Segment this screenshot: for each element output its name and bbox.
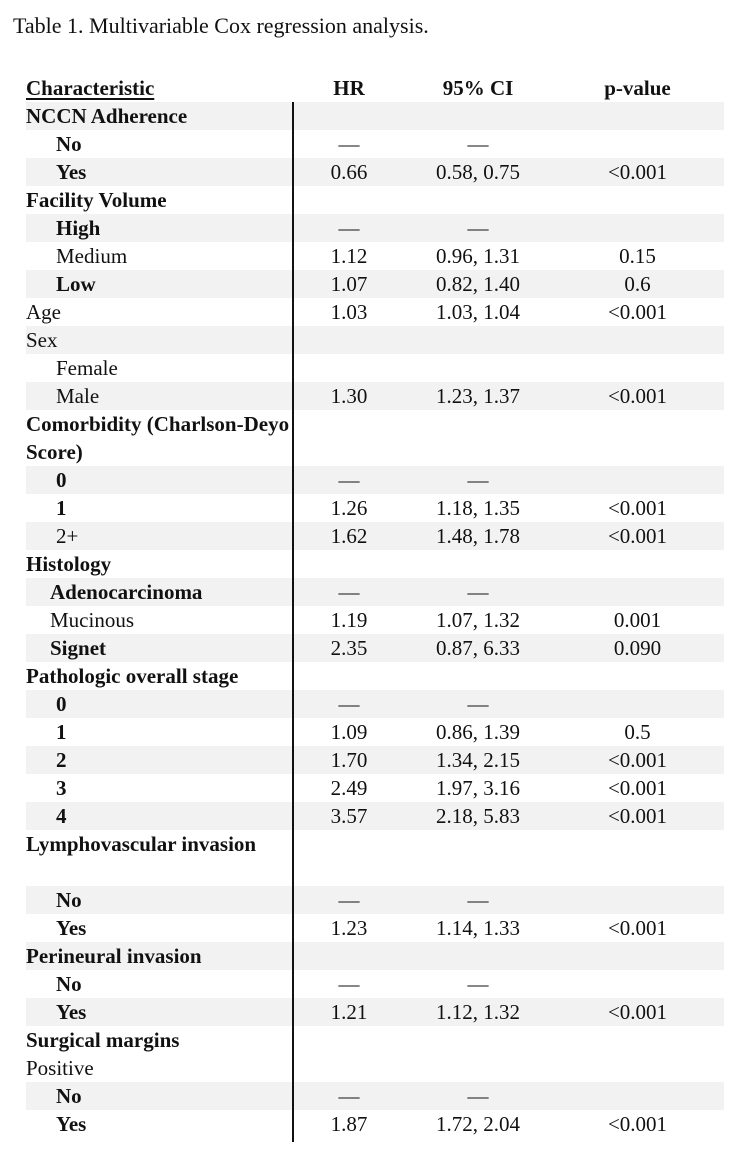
row-label: Sex bbox=[26, 328, 58, 352]
row-ci: 1.12, 1.32 bbox=[436, 1000, 520, 1024]
row-hr: — bbox=[338, 468, 360, 492]
table-row bbox=[26, 634, 724, 662]
table-row bbox=[26, 494, 724, 522]
row-ci: 1.23, 1.37 bbox=[436, 384, 520, 408]
table-header-row bbox=[26, 74, 724, 102]
table-row bbox=[26, 998, 724, 1026]
table-row bbox=[26, 690, 724, 718]
row-hr: 1.62 bbox=[330, 524, 368, 548]
row-label: Adenocarcinoma bbox=[50, 580, 203, 604]
row-ci: 0.96, 1.31 bbox=[436, 244, 520, 268]
row-ci: — bbox=[467, 972, 489, 996]
row-p: <0.001 bbox=[607, 916, 668, 940]
table-row bbox=[26, 718, 724, 746]
row-label: Medium bbox=[56, 244, 128, 268]
row-label: Male bbox=[56, 384, 100, 408]
table-row bbox=[26, 550, 724, 578]
table-row bbox=[26, 522, 724, 550]
row-label: 0 bbox=[56, 692, 67, 716]
table-row bbox=[26, 942, 724, 970]
row-p: 0.001 bbox=[613, 608, 662, 632]
table-row bbox=[26, 298, 724, 326]
column-divider bbox=[292, 102, 294, 1142]
row-label: No bbox=[56, 132, 82, 156]
row-label: Low bbox=[56, 272, 96, 296]
row-ci: 1.48, 1.78 bbox=[436, 524, 520, 548]
row-label: Lymphovascular invasion bbox=[26, 832, 257, 856]
row-ci: — bbox=[467, 580, 489, 604]
table-row bbox=[26, 214, 724, 242]
row-label: No bbox=[56, 888, 82, 912]
row-hr: 1.21 bbox=[330, 1000, 368, 1024]
row-hr: 1.70 bbox=[330, 748, 368, 772]
row-hr: 0.66 bbox=[330, 160, 368, 184]
row-p: <0.001 bbox=[607, 160, 668, 184]
row-hr: 1.12 bbox=[330, 244, 368, 268]
row-hr: 2.49 bbox=[330, 776, 368, 800]
table-row bbox=[26, 410, 724, 466]
row-p: <0.001 bbox=[607, 1000, 668, 1024]
row-ci: 0.86, 1.39 bbox=[436, 720, 520, 744]
row-hr: — bbox=[338, 216, 360, 240]
row-ci: 1.18, 1.35 bbox=[436, 496, 520, 520]
table-row bbox=[26, 1054, 724, 1082]
table-row bbox=[26, 158, 724, 186]
table-row bbox=[26, 830, 724, 886]
table-row bbox=[26, 1082, 724, 1110]
row-label: Mucinous bbox=[50, 608, 134, 632]
row-p: <0.001 bbox=[607, 384, 668, 408]
table-row bbox=[26, 802, 724, 830]
table-row bbox=[26, 886, 724, 914]
row-label: No bbox=[56, 1084, 82, 1108]
header-p-value: p-value bbox=[604, 76, 671, 100]
row-ci: — bbox=[467, 692, 489, 716]
row-label: Yes bbox=[56, 1112, 87, 1136]
row-ci: — bbox=[467, 216, 489, 240]
row-hr: 2.35 bbox=[330, 636, 368, 660]
row-hr: 1.09 bbox=[330, 720, 368, 744]
row-label: 0 bbox=[56, 468, 67, 492]
row-hr: — bbox=[338, 132, 360, 156]
row-hr: 1.03 bbox=[330, 300, 368, 324]
row-hr: 1.26 bbox=[330, 496, 368, 520]
row-label: Female bbox=[56, 356, 118, 380]
row-hr: 1.07 bbox=[330, 272, 368, 296]
row-label: Perineural invasion bbox=[26, 944, 202, 968]
row-p: <0.001 bbox=[607, 300, 668, 324]
row-p: <0.001 bbox=[607, 1112, 668, 1136]
row-hr: 1.19 bbox=[330, 608, 368, 632]
row-p: <0.001 bbox=[607, 804, 668, 828]
row-ci: 1.72, 2.04 bbox=[436, 1112, 520, 1136]
row-p: 0.090 bbox=[613, 636, 662, 660]
table-row bbox=[26, 1110, 724, 1138]
row-ci: 1.34, 2.15 bbox=[436, 748, 520, 772]
row-ci: 1.03, 1.04 bbox=[436, 300, 520, 324]
row-label: Yes bbox=[56, 1000, 87, 1024]
row-label: High bbox=[56, 216, 101, 240]
row-p: <0.001 bbox=[607, 496, 668, 520]
row-ci: 1.97, 3.16 bbox=[436, 776, 520, 800]
table-row bbox=[26, 578, 724, 606]
row-p: <0.001 bbox=[607, 776, 668, 800]
row-hr: — bbox=[338, 580, 360, 604]
table-row bbox=[26, 186, 724, 214]
row-ci: — bbox=[467, 1084, 489, 1108]
table-row bbox=[26, 606, 724, 634]
row-label: 2 bbox=[56, 748, 67, 772]
table-row bbox=[26, 774, 724, 802]
row-hr: 1.30 bbox=[330, 384, 368, 408]
row-ci: — bbox=[467, 468, 489, 492]
row-p: <0.001 bbox=[607, 748, 668, 772]
row-hr: — bbox=[338, 692, 360, 716]
row-label: 2+ bbox=[56, 524, 79, 548]
table-row bbox=[26, 746, 724, 774]
row-hr: 1.23 bbox=[330, 916, 368, 940]
table-row bbox=[26, 130, 724, 158]
row-hr: — bbox=[338, 1084, 360, 1108]
row-label: Facility Volume bbox=[26, 188, 167, 212]
row-ci: 1.07, 1.32 bbox=[436, 608, 520, 632]
row-hr: — bbox=[338, 888, 360, 912]
table-row bbox=[26, 242, 724, 270]
table-row bbox=[26, 270, 724, 298]
row-label: Surgical margins bbox=[26, 1028, 180, 1052]
row-ci: 1.14, 1.33 bbox=[436, 916, 520, 940]
table-row bbox=[26, 466, 724, 494]
row-label: 3 bbox=[56, 776, 67, 800]
table-caption: Table 1. Multivariable Cox regression analysis. bbox=[13, 13, 429, 38]
row-ci: 0.82, 1.40 bbox=[436, 272, 520, 296]
row-label: 1 bbox=[56, 720, 67, 744]
row-label: Positive bbox=[26, 1056, 94, 1080]
table-row bbox=[26, 914, 724, 942]
row-label: 1 bbox=[56, 496, 67, 520]
row-label: 4 bbox=[56, 804, 67, 828]
row-ci: 2.18, 5.83 bbox=[436, 804, 520, 828]
row-p: 0.15 bbox=[619, 244, 656, 268]
row-hr: — bbox=[338, 972, 360, 996]
cox-regression-table bbox=[26, 74, 724, 1138]
row-ci: — bbox=[467, 132, 489, 156]
table-row bbox=[26, 102, 724, 130]
header-characteristic: Characteristic bbox=[26, 76, 155, 100]
row-label: Yes bbox=[56, 160, 87, 184]
row-label: Pathologic overall stage bbox=[26, 664, 239, 688]
row-ci: 0.87, 6.33 bbox=[436, 636, 520, 660]
header-ci: 95% CI bbox=[442, 76, 514, 100]
row-p: <0.001 bbox=[607, 524, 668, 548]
row-label: Comorbidity (Charlson-Deyo Score) bbox=[26, 412, 290, 464]
row-p: 0.5 bbox=[624, 720, 651, 744]
row-ci: 0.58, 0.75 bbox=[436, 160, 520, 184]
header-hr: HR bbox=[333, 76, 365, 100]
row-label: Signet bbox=[50, 636, 107, 660]
row-label: Yes bbox=[56, 916, 87, 940]
row-label: Histology bbox=[26, 552, 112, 576]
row-label: No bbox=[56, 972, 82, 996]
table-row bbox=[26, 354, 724, 382]
table-row bbox=[26, 662, 724, 690]
table-row bbox=[26, 970, 724, 998]
row-label: NCCN Adherence bbox=[26, 104, 188, 128]
row-label: Age bbox=[26, 300, 61, 324]
row-hr: 3.57 bbox=[330, 804, 368, 828]
row-hr: 1.87 bbox=[330, 1112, 368, 1136]
row-ci: — bbox=[467, 888, 489, 912]
table-row bbox=[26, 382, 724, 410]
table-row bbox=[26, 326, 724, 354]
row-p: 0.6 bbox=[624, 272, 651, 296]
table-row bbox=[26, 1026, 724, 1054]
